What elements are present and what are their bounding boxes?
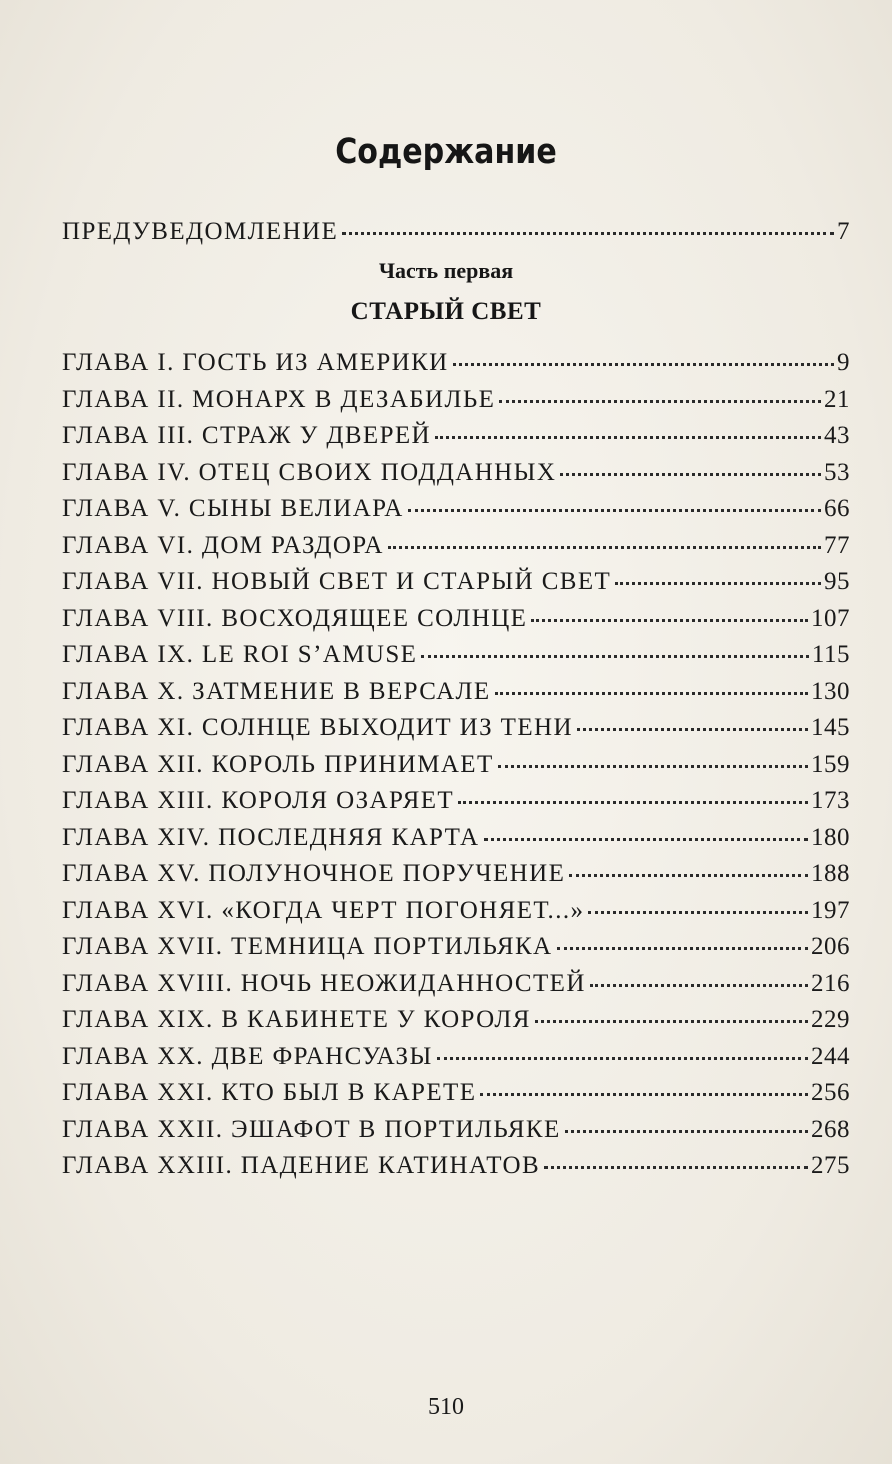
page-number: 510 [428,1394,464,1420]
dot-leader [577,728,808,731]
dot-leader [484,838,808,841]
dot-leader [569,874,808,877]
toc-entry-chapter [62,601,850,637]
toc-entry-page: 145 [811,714,850,741]
toc-entry-label: ГЛАВА XV. ПОЛУНОЧНОЕ ПОРУЧЕНИЕ [62,860,566,887]
toc-entry-chapter [62,856,850,892]
dot-leader [590,984,808,987]
toc-entry-page: 43 [824,422,850,449]
toc-entry-page: 197 [811,896,850,924]
part-title: СТАРЫЙ СВЕТ [350,298,542,325]
toc-entry-label: ГЛАВА XIII. КОРОЛЯ ОЗАРЯЕТ [62,787,455,814]
toc-entry-label: ГЛАВА II. МОНАРХ В ДЕЗАБИЛЬЕ [62,385,496,413]
toc-entry-chapter [62,747,850,783]
toc-entry-label: ГЛАВА IV. ОТЕЦ СВОИХ ПОДДАННЫХ [62,458,557,486]
toc-entry-label: ГЛАВА XIX. В КАБИНЕТЕ У КОРОЛЯ [62,1006,531,1033]
toc-entry-page: 275 [811,1152,850,1179]
toc-entry-preface [62,214,850,250]
toc-entry-page: 115 [811,641,850,668]
dot-leader [342,232,834,235]
dot-leader [531,619,808,622]
toc-entry-label: ГЛАВА XXII. ЭШАФОТ В ПОРТИЛЬЯКЕ [62,1115,561,1143]
toc-entry-chapter [62,820,850,856]
toc-entry-page: 159 [811,750,850,778]
toc-entry-label: ГЛАВА V. СЫНЫ ВЕЛИАРА [62,495,404,522]
dot-leader [408,509,821,512]
toc-entry-page: 173 [811,787,850,814]
toc-entry-page: 107 [811,604,850,632]
page-title: Содержание [335,132,557,172]
toc-entry-label: ГЛАВА VIII. ВОСХОДЯЩЕЕ СОЛНЦЕ [62,604,528,632]
toc-entry-label: ГЛАВА XVIII. НОЧЬ НЕОЖИДАННОСТЕЙ [62,969,586,997]
toc-entry-page: 268 [811,1115,850,1143]
dot-leader [437,1057,808,1060]
dot-leader [535,1020,808,1023]
toc-entry-page: 244 [811,1042,850,1070]
toc-entry-chapter [62,929,850,965]
toc-entry-label: ГЛАВА XVI. «КОГДА ЧЕРТ ПОГОНЯЕТ...» [62,896,585,924]
toc-entry-page: 53 [824,458,850,486]
toc-entry-label: ГЛАВА XX. ДВЕ ФРАНСУАЗЫ [62,1042,433,1070]
toc-entry-page: 66 [824,495,850,522]
toc-entry-label: ГЛАВА VI. ДОМ РАЗДОРА [62,531,384,559]
toc-entry-chapter [62,1112,850,1148]
toc-entry-page: 95 [824,568,850,595]
toc-entry-page: 7 [837,218,850,245]
toc-entry-label: ГЛАВА XXIII. ПАДЕНИЕ КАТИНАТОВ [62,1152,541,1179]
dot-leader [499,400,821,403]
toc-entry-label: ГЛАВА VII. НОВЫЙ СВЕТ И СТАРЫЙ СВЕТ [62,568,612,595]
toc-entry-label: ПРЕДУВЕДОМЛЕНИЕ [62,218,339,245]
dot-leader [544,1166,808,1169]
dot-leader [388,546,821,549]
dot-leader [615,582,821,585]
toc-entry-page: 180 [811,823,850,851]
toc-entry-chapter [62,345,850,381]
part-label: Часть первая [378,258,514,283]
toc-entry-chapter [62,966,850,1002]
toc-entry-page: 229 [811,1006,850,1033]
toc-entry-chapter [62,1039,850,1075]
toc-entry-label: ГЛАВА XI. СОЛНЦЕ ВЫХОДИТ ИЗ ТЕНИ [62,714,573,741]
toc-entry-chapter [62,564,850,600]
toc-entry-page: 188 [811,860,850,887]
toc-entry-page: 130 [811,677,850,705]
dot-leader [565,1130,808,1133]
toc-entry-chapter [62,382,850,418]
toc-entry-label: ГЛАВА XVII. ТЕМНИЦА ПОРТИЛЬЯКА [62,933,553,960]
dot-leader [421,655,809,658]
toc-entry-label: ГЛАВА XIV. ПОСЛЕДНЯЯ КАРТА [62,823,480,851]
toc-entry-chapter [62,1002,850,1038]
toc-entry-page: 9 [837,349,850,376]
toc-entry-label: ГЛАВА XXI. КТО БЫЛ В КАРЕТЕ [62,1079,477,1106]
dot-leader [435,436,821,439]
toc-entry-label: ГЛАВА XII. КОРОЛЬ ПРИНИМАЕТ [62,750,494,778]
toc-entry-chapter [62,1148,850,1184]
toc-entry-chapter [62,1075,850,1111]
toc-entry-page: 216 [811,969,850,997]
toc-entry-chapter [62,710,850,746]
toc-entry-page: 21 [824,385,850,413]
toc-entry-label: ГЛАВА IX. LE ROI S’AMUSE [62,641,418,668]
dot-leader [453,363,834,366]
toc-entry-label: ГЛАВА I. ГОСТЬ ИЗ АМЕРИКИ [62,349,449,376]
toc-entry-chapter [62,674,850,710]
dot-leader [498,765,808,768]
dot-leader [458,801,808,804]
toc-entry-chapter [62,491,850,527]
dot-leader [588,911,808,914]
toc-entry-page: 206 [811,933,850,960]
dot-leader [557,947,808,950]
toc-entry-chapter [62,528,850,564]
toc-entry-chapter [62,455,850,491]
dot-leader [560,473,821,476]
toc-entry-chapter [62,783,850,819]
toc-entry-page: 256 [811,1079,850,1106]
dot-leader [495,692,808,695]
toc-entry-page: 77 [824,531,850,559]
toc-entry-chapter [62,637,850,673]
toc-entry-chapter [62,893,850,929]
dot-leader [480,1093,808,1096]
toc-entry-label: ГЛАВА III. СТРАЖ У ДВЕРЕЙ [62,422,431,449]
toc-entry-label: ГЛАВА X. ЗАТМЕНИЕ В ВЕРСАЛЕ [62,677,491,705]
toc-entry-chapter [62,418,850,454]
